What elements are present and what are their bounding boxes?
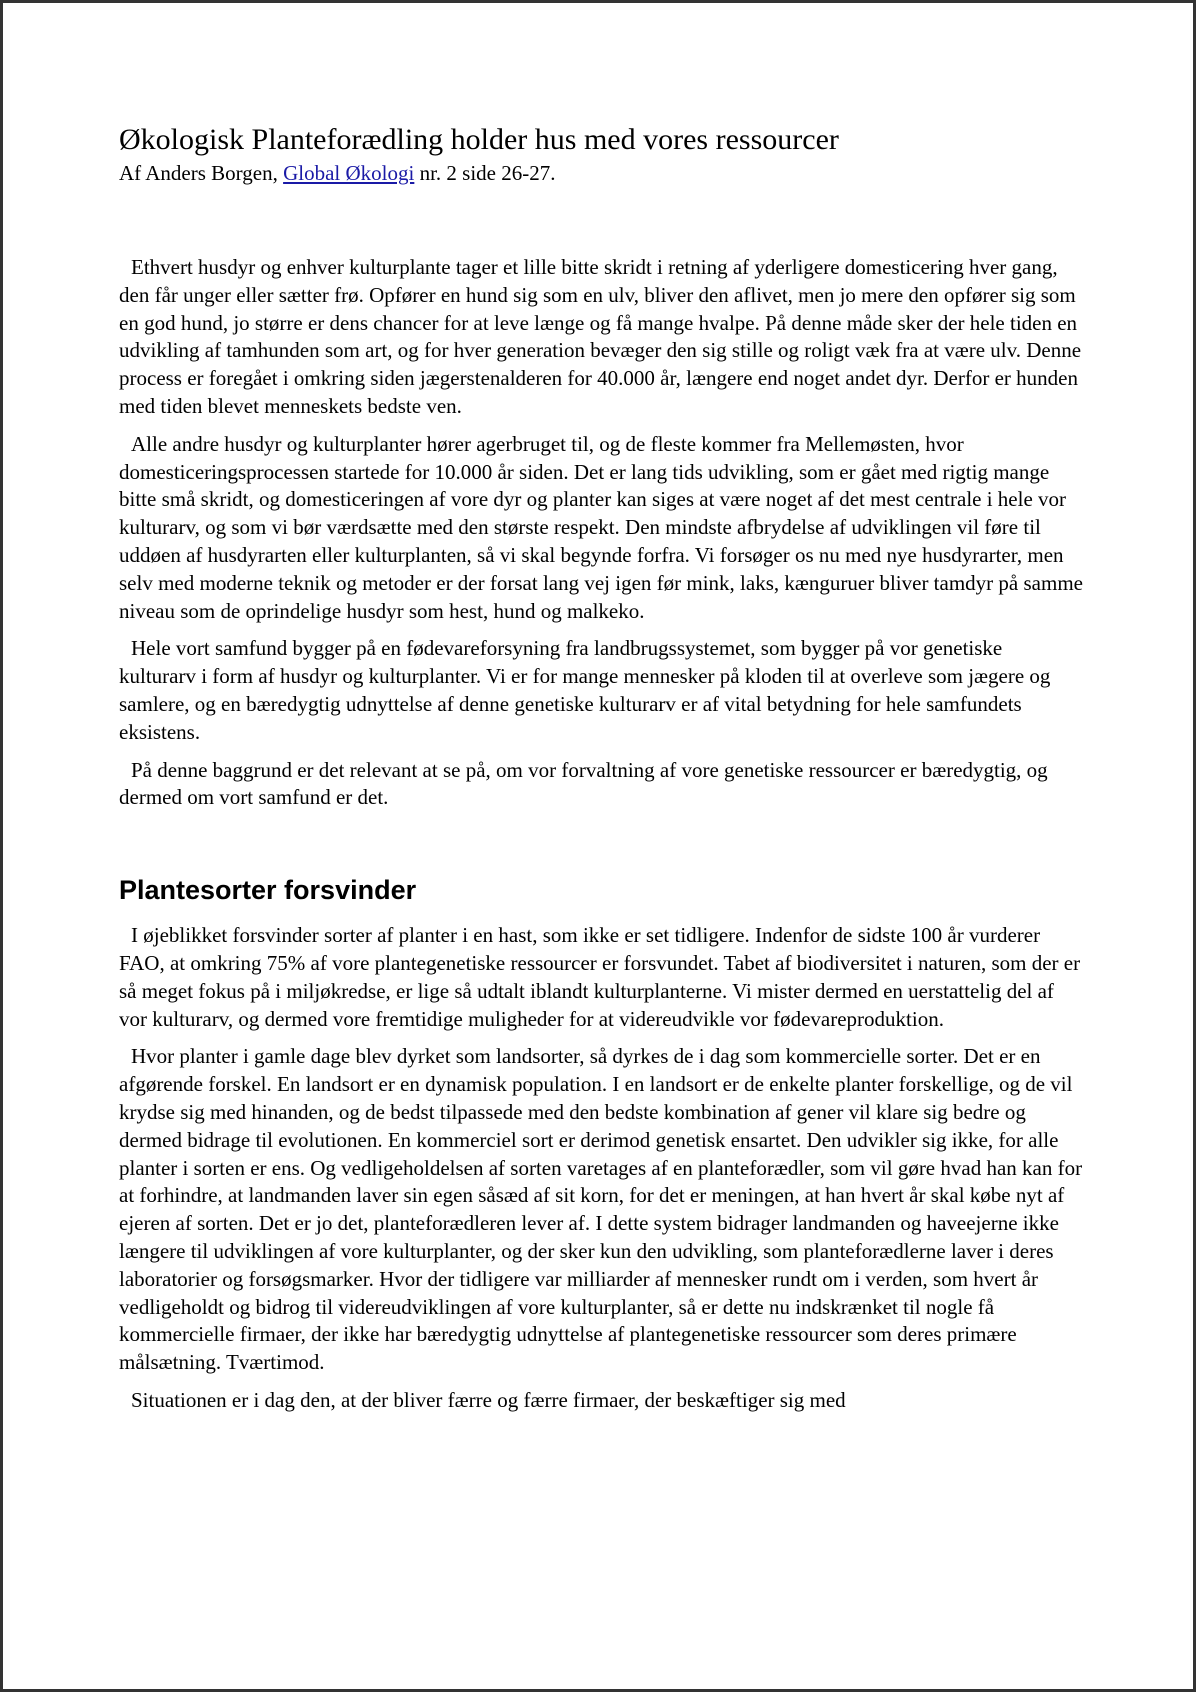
byline-author: Af Anders Borgen, (119, 161, 284, 185)
paragraph: Situationen er i dag den, at der bliver færre og færre firmaer, der beskæftiger sig med (131, 1387, 846, 1412)
paragraph: Hvor planter i gamle dage blev dyrket som landsorter, så dyrkes de i dag som kommercielle sorter. Det er en afgørende forskel. En landsort er en dynamisk population. I en landsort er de enkelte planter forskellige, og de vil krydse sig med hinanden, og de bedst tilpassede med den bedste kombination af gener vil klare sig bedre og dermed bidrage til evolutionen. En kommerciel sort er derimod genetisk ensartet. Den udvikler sig ikke, for alle planter i sorten er ens. Og vedligeholdelsen af sorten varetages af en planteforædler, som vil gøre hvad han kan for at forhindre, at landmanden laver sin egen såsæd af sit korn, for det er meningen, at han hvert år skal købe nyt af ejeren af sorten. Det er jo det, planteforædleren lever af. I dette system bidrager landmanden og haveejerne ikke længere til udviklingen af vore kulturplanter, og der sker kun den udvikling, som planteforædlerne laver i deres laboratorier og forsøgsmarker. Hvor der tidligere var milliarder af mennesker rundt om i verden, som hvert år vedligeholdt og bidrog til videreudviklingen af vore kulturplanter, så er dette nu indskrænket til nogle få kommercielle firmaer, der ikke har bæredygtig udnyttelse af plantegenetiske ressourcer som deres primære målsætning. Tværtimod. (119, 1044, 1083, 1375)
paragraph: Alle andre husdyr og kulturplanter hører agerbruget til, og de fleste kommer fra Mellemøsten, hvor domesticeringsprocessen startede for 10.000 år siden. Det er lang tids udvikling, som er gået med rigtig mange bitte små skridt, og domesticeringen af vore dyr og planter kan siges at være noget af det mest centrale i hele vor kulturarv, og som vi bør værdsætte med den største respekt. Den mindste afbrydelse af udviklingen vil føre til uddøen af husdyrarten eller kulturplanten, så vi skal begynde forfra. Vi forsøger os nu med nye husdyrarter, men selv med moderne teknik og metoder er der forsat lang vej igen før mink, laks, kænguruer bliver tamdyr på samme niveau som de oprindelige husdyr som hest, hund og malkeko. (119, 431, 1083, 623)
source-link[interactable]: Global Økologi (283, 161, 415, 185)
paragraph: Hele vort samfund bygger på en fødevareforsyning fra landbrugssystemet, som bygger på vor genetiske kulturarv i form af husdyr og kulturplanter. Vi er for mange mennesker på kloden til at overleve som jægere og samlere, og en bæredygtig udnyttelse af denne genetiske kulturarv er af vital betydning for hele samfundets eksistens. (119, 636, 1051, 744)
paragraph: På denne baggrund er det relevant at se på, om vor forvaltning af vore genetiske ressourcer er bæredygtig, og dermed om vort samfund er det. (119, 757, 1048, 810)
article-title: Økologisk Planteforædling holder hus med vores ressourcer (119, 123, 839, 156)
section-heading: Plantesorter forsvinder (119, 875, 417, 906)
article-body (119, 254, 1083, 1415)
byline (119, 159, 1083, 187)
paragraph: Ethvert husdyr og enhver kulturplante tager et lille bitte skridt i retning af yderligere domesticering hver gang, den får unger eller sætter frø. Opfører en hund sig som en ulv, bliver den aflivet, men jo mere den opfører sig som en god hund, jo større er dens chancer for at leve længe og få mange hvalpe. På denne måde sker der hele tiden en udvikling af tamhunden som art, og for hver generation bevæger den sig stille og roligt væk fra at være ulv. Denne process er foregået i omkring siden jægerstenalderen for 40.000 år, længere end noget andet dyr. Derfor er hunden med tiden blevet menneskets bedste ven. (119, 255, 1082, 418)
paragraph: I øjeblikket forsvinder sorter af planter i en hast, som ikke er set tidligere. Indenfor de sidste 100 år vurderer FAO, at omkring 75% af vore plantegenetiske ressourcer er forsvundet. Tabet af biodiversitet i naturen, som der er så meget fokus på i miljøkredse, er lige så udtalt iblandt kulturplanterne. Vi mister dermed en uerstattelig del af vor kulturarv, og dermed vore fremtidige muligheder for at videreudvikle vor fødevareproduktion. (119, 923, 1081, 1031)
byline-issue: nr. 2 side 26-27. (414, 161, 556, 185)
